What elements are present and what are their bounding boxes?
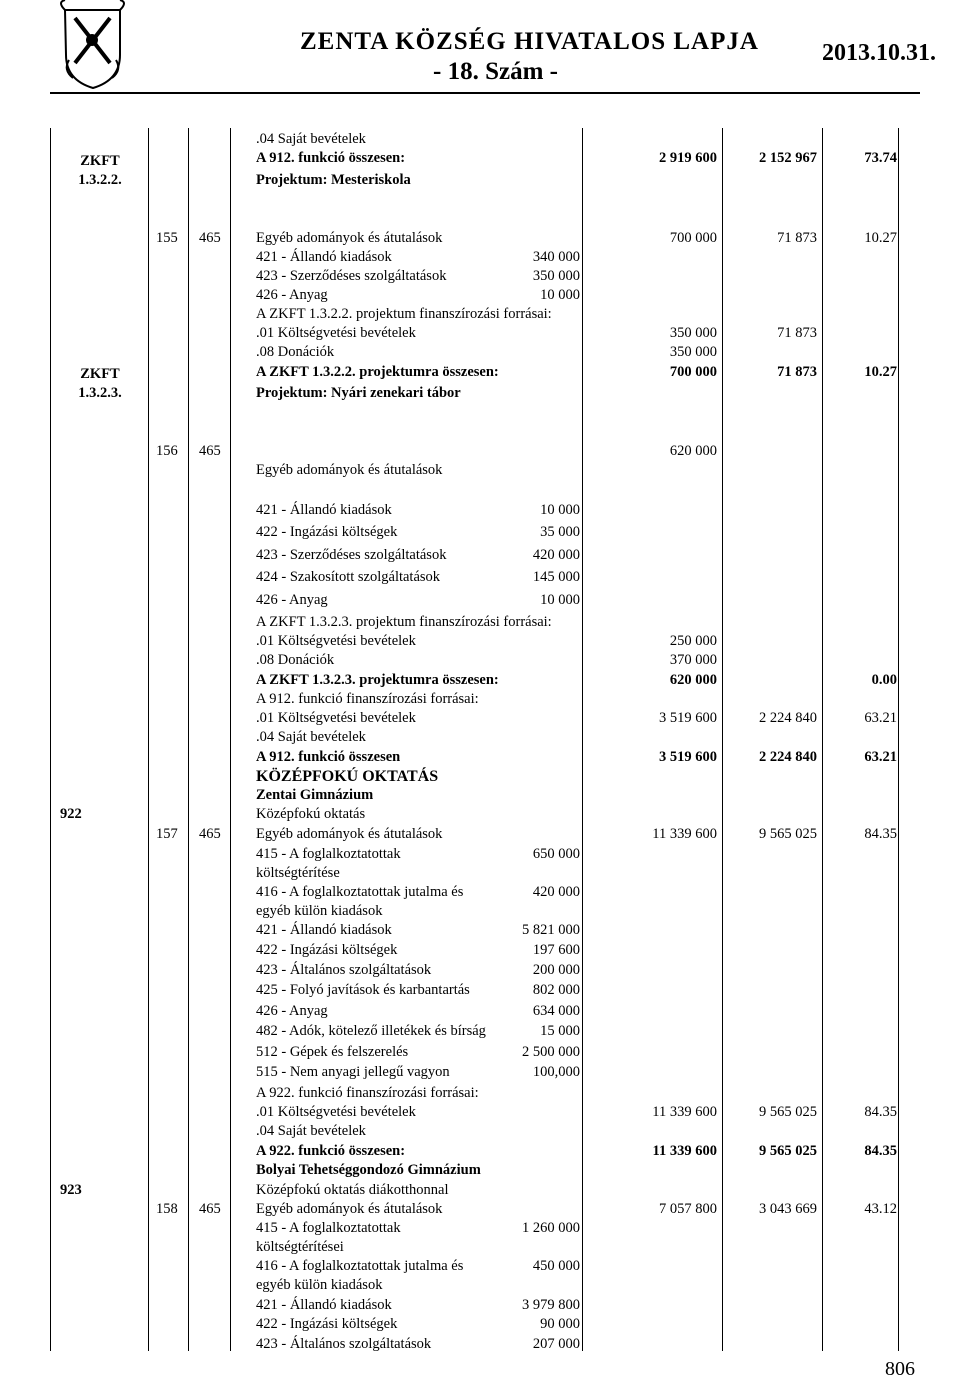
row-percent: 73.74 xyxy=(864,150,897,166)
row-description: költségtérítései xyxy=(256,1239,344,1255)
row-subamount: 207 000 xyxy=(532,1336,580,1352)
row-percent: 84.35 xyxy=(864,1143,897,1159)
row-code: 922 xyxy=(60,806,82,822)
row-subamount: 10 000 xyxy=(540,287,580,303)
row-planned: 11 339 600 xyxy=(652,1143,717,1159)
row-percent: 10.27 xyxy=(864,230,897,246)
row-subamount: 420 000 xyxy=(532,547,580,563)
row-subamount: 100,000 xyxy=(532,1064,580,1080)
row-description: .01 Költségvetési bevételek xyxy=(256,633,416,649)
row-description: egyéb külön kiadások xyxy=(256,903,383,919)
row-description: Bolyai Tehetséggondozó Gimnázium xyxy=(256,1162,481,1178)
gazette-title: ZENTA KÖZSÉG HIVATALOS LAPJA xyxy=(300,28,759,55)
row-subamount: 650 000 xyxy=(532,846,580,862)
row-subamount: 35 000 xyxy=(540,524,580,540)
row-executed: 71 873 xyxy=(777,325,817,341)
row-description: Egyéb adományok és átutalások xyxy=(256,462,443,478)
row-subamount: 10 000 xyxy=(540,592,580,608)
row-description: A 922. funkció finanszírozási forrásai: xyxy=(256,1085,479,1101)
row-description: A ZKFT 1.3.2.2. projektum finanszírozási forrásai: xyxy=(256,306,552,322)
row-subamount: 2 500 000 xyxy=(522,1044,580,1060)
issue-date: 2013.10.31. xyxy=(822,40,936,66)
row-description: 415 - A foglalkoztatottak xyxy=(256,1220,401,1236)
row-account-b: 465 xyxy=(199,230,221,246)
row-description: 515 - Nem anyagi jellegű vagyon xyxy=(256,1064,450,1080)
row-description: 426 - Anyag xyxy=(256,592,328,608)
row-description: 421 - Állandó kiadások xyxy=(256,502,392,518)
row-description: 425 - Folyó javítások és karbantartás xyxy=(256,982,470,998)
column-divider xyxy=(188,128,189,1351)
row-executed: 71 873 xyxy=(777,364,817,380)
row-description: 423 - Általános szolgáltatások xyxy=(256,962,432,978)
row-description: Zentai Gimnázium xyxy=(256,787,374,803)
row-description: Egyéb adományok és átutalások xyxy=(256,1201,443,1217)
column-divider xyxy=(722,128,723,1351)
row-description: 424 - Szakosított szolgáltatások xyxy=(256,569,441,585)
row-description: .04 Saját bevételek xyxy=(256,729,366,745)
row-description: .08 Donációk xyxy=(256,344,335,360)
row-planned: 11 339 600 xyxy=(652,1104,717,1120)
row-description: 422 - Ingázási költségek xyxy=(256,942,398,958)
row-percent: 0.00 xyxy=(871,672,897,688)
page-number: 806 xyxy=(885,1358,915,1380)
row-code: ZKFT 1.3.2.3. xyxy=(78,366,122,401)
row-description: A 912. funkció finanszírozási forrásai: xyxy=(256,691,479,707)
row-account-b: 465 xyxy=(199,826,221,842)
row-subamount: 145 000 xyxy=(532,569,580,585)
row-description: .04 Saját bevételek xyxy=(256,131,366,147)
row-subamount: 802 000 xyxy=(532,982,580,998)
row-description: KÖZÉPFOKÚ OKTATÁS xyxy=(256,768,439,785)
row-subamount: 340 000 xyxy=(532,249,580,265)
row-planned: 370 000 xyxy=(669,652,717,668)
row-description: Projektum: Mesteriskola xyxy=(256,172,411,188)
row-planned: 700 000 xyxy=(669,364,717,380)
row-planned: 7 057 800 xyxy=(659,1201,717,1217)
row-executed: 9 565 025 xyxy=(759,1143,817,1159)
row-description: Egyéb adományok és átutalások xyxy=(256,230,443,246)
row-planned: 620 000 xyxy=(669,672,717,688)
row-account-a: 155 xyxy=(156,230,178,246)
row-planned: 3 519 600 xyxy=(659,749,717,765)
page-header xyxy=(0,0,960,100)
row-description: A 922. funkció összesen: xyxy=(256,1143,406,1159)
row-planned: 700 000 xyxy=(669,230,717,246)
row-description: .08 Donációk xyxy=(256,652,335,668)
row-description: 416 - A foglalkoztatottak jutalma és xyxy=(256,1258,464,1274)
row-description: A 912. funkció összesen xyxy=(256,749,401,765)
row-executed: 71 873 xyxy=(777,230,817,246)
row-description: Középfokú oktatás diákotthonnal xyxy=(256,1182,449,1198)
row-description: .01 Költségvetési bevételek xyxy=(256,710,416,726)
row-description: Középfokú oktatás xyxy=(256,806,366,822)
row-subamount: 90 000 xyxy=(540,1316,580,1332)
row-description: .01 Költségvetési bevételek xyxy=(256,1104,416,1120)
row-executed: 9 565 025 xyxy=(759,1104,817,1120)
issue-number: - 18. Szám - xyxy=(433,58,558,85)
header-divider xyxy=(50,92,920,94)
row-subamount: 420 000 xyxy=(532,884,580,900)
row-description: A ZKFT 1.3.2.3. projektumra összesen: xyxy=(256,672,499,688)
row-planned: 350 000 xyxy=(669,344,717,360)
column-divider xyxy=(582,128,583,1351)
row-description: A 912. funkció összesen: xyxy=(256,150,406,166)
row-description: 423 - Szerződéses szolgáltatások xyxy=(256,547,447,563)
row-subamount: 3 979 800 xyxy=(522,1297,580,1313)
row-description: költségtérítése xyxy=(256,865,340,881)
row-percent: 84.35 xyxy=(864,1104,897,1120)
row-executed: 2 224 840 xyxy=(759,710,817,726)
row-account-b: 465 xyxy=(199,1201,221,1217)
row-description: 415 - A foglalkoztatottak xyxy=(256,846,401,862)
row-subamount: 1 260 000 xyxy=(522,1220,580,1236)
row-subamount: 450 000 xyxy=(532,1258,580,1274)
row-subamount: 5 821 000 xyxy=(522,922,580,938)
row-description: 482 - Adók, kötelező illetékek és bírság xyxy=(256,1023,486,1039)
row-account-a: 156 xyxy=(156,443,178,459)
row-account-a: 158 xyxy=(156,1201,178,1217)
row-description: egyéb külön kiadások xyxy=(256,1277,383,1293)
row-subamount: 10 000 xyxy=(540,502,580,518)
row-code: 923 xyxy=(60,1182,82,1198)
row-percent: 43.12 xyxy=(864,1201,897,1217)
row-percent: 63.21 xyxy=(864,710,897,726)
row-description: 416 - A foglalkoztatottak jutalma és xyxy=(256,884,464,900)
row-description: 421 - Állandó kiadások xyxy=(256,249,392,265)
row-subamount: 634 000 xyxy=(532,1003,580,1019)
row-description: .01 Költségvetési bevételek xyxy=(256,325,416,341)
row-subamount: 200 000 xyxy=(532,962,580,978)
row-percent: 84.35 xyxy=(864,826,897,842)
column-divider xyxy=(230,128,231,1351)
row-percent: 63.21 xyxy=(864,749,897,765)
row-planned: 350 000 xyxy=(669,325,717,341)
row-percent: 10.27 xyxy=(864,364,897,380)
row-executed: 3 043 669 xyxy=(759,1201,817,1217)
coat-of-arms-icon xyxy=(55,0,130,90)
row-account-b: 465 xyxy=(199,443,221,459)
row-planned: 2 919 600 xyxy=(659,150,717,166)
row-description: 422 - Ingázási költségek xyxy=(256,1316,398,1332)
row-executed: 9 565 025 xyxy=(759,826,817,842)
column-divider xyxy=(822,128,823,1351)
row-description: 423 - Általános szolgáltatások xyxy=(256,1336,432,1352)
column-divider xyxy=(898,128,899,1351)
row-code: ZKFT 1.3.2.2. xyxy=(78,153,122,188)
row-executed: 2 224 840 xyxy=(759,749,817,765)
row-executed: 2 152 967 xyxy=(759,150,817,166)
row-description: 426 - Anyag xyxy=(256,287,328,303)
row-description: Egyéb adományok és átutalások xyxy=(256,826,443,842)
row-description: 512 - Gépek és felszerelés xyxy=(256,1044,409,1060)
row-description: 423 - Szerződéses szolgáltatások xyxy=(256,268,447,284)
row-planned: 3 519 600 xyxy=(659,710,717,726)
row-description: 421 - Állandó kiadások xyxy=(256,1297,392,1313)
row-planned: 620 000 xyxy=(669,443,717,459)
row-planned: 11 339 600 xyxy=(652,826,717,842)
row-description: 426 - Anyag xyxy=(256,1003,328,1019)
column-divider xyxy=(148,128,149,1351)
row-description: A ZKFT 1.3.2.2. projektumra összesen: xyxy=(256,364,499,380)
row-description: A ZKFT 1.3.2.3. projektum finanszírozási forrásai: xyxy=(256,614,552,630)
column-divider xyxy=(50,128,51,1351)
row-planned: 250 000 xyxy=(669,633,717,649)
row-description: .04 Saját bevételek xyxy=(256,1123,366,1139)
row-description: 422 - Ingázási költségek xyxy=(256,524,398,540)
row-subamount: 15 000 xyxy=(540,1023,580,1039)
row-description: 421 - Állandó kiadások xyxy=(256,922,392,938)
row-description: Projektum: Nyári zenekari tábor xyxy=(256,385,461,401)
row-account-a: 157 xyxy=(156,826,178,842)
row-subamount: 197 600 xyxy=(532,942,580,958)
row-subamount: 350 000 xyxy=(532,268,580,284)
